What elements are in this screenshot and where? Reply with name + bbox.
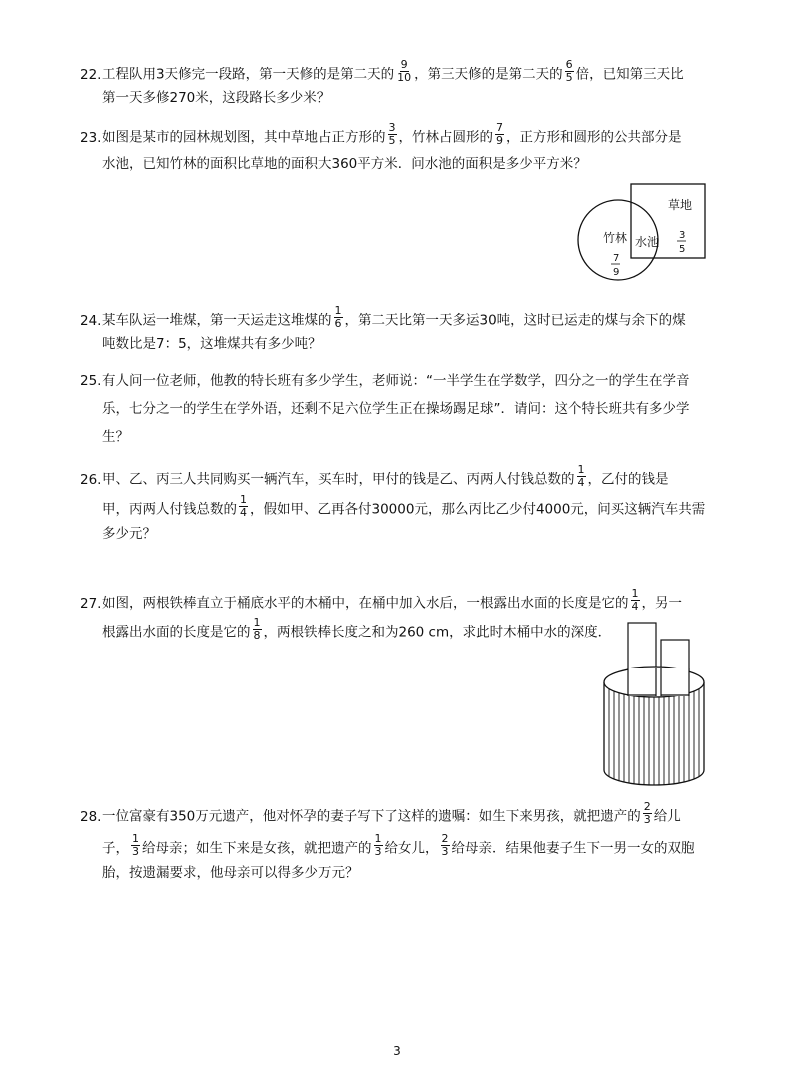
text: ，正方形和圆形的公共部分是 bbox=[506, 129, 682, 146]
circle-fraction-denominator: 9 bbox=[613, 267, 620, 278]
text: 根露出水面的长度是它的 bbox=[102, 624, 251, 641]
numerator: 1 bbox=[132, 832, 139, 845]
denominator: 4 bbox=[631, 600, 639, 613]
text: 子， bbox=[102, 840, 129, 857]
question-number: 25. bbox=[80, 373, 102, 389]
denominator: 5 bbox=[565, 71, 573, 84]
question-22-line-2: 第一天多修270米，这段路长多少米？ bbox=[102, 90, 331, 106]
text: 甲，丙两人付钱总数的 bbox=[102, 501, 237, 518]
numerator: 1 bbox=[334, 304, 342, 317]
question-28-line-1 bbox=[80, 800, 681, 829]
fraction bbox=[334, 305, 343, 330]
garden-plan-figure bbox=[578, 180, 712, 290]
grass-label: 草地 bbox=[668, 198, 693, 212]
denominator: 3 bbox=[374, 845, 382, 858]
question-28-line-2 bbox=[102, 832, 695, 861]
question-23-line-2: 水池，已知竹林的面积比草地的面积大360平方米．问水池的面积是多少平方米？ bbox=[102, 156, 587, 172]
denominator: 5 bbox=[388, 134, 396, 147]
question-number: 22. bbox=[80, 66, 102, 83]
text: 某车队运一堆煤，第一天运走这堆煤的 bbox=[102, 312, 332, 329]
numerator: 6 bbox=[565, 58, 573, 71]
square-fraction-numerator: 3 bbox=[679, 230, 686, 241]
text: ，另一 bbox=[641, 595, 682, 612]
text: 如图，两根铁棒直立于桶底水平的木桶中，在桶中加入水后，一根露出水面的长度是它的 bbox=[102, 595, 629, 612]
page-number: 3 bbox=[393, 1044, 401, 1058]
text: 给母亲．结果他妻子生下一男一女的双胞 bbox=[451, 840, 695, 857]
question-23-line-1 bbox=[80, 121, 682, 150]
fraction bbox=[239, 494, 248, 519]
denominator: 3 bbox=[643, 813, 651, 826]
fraction bbox=[577, 464, 586, 489]
text: 给儿 bbox=[653, 808, 681, 825]
rod-tall-inside bbox=[628, 668, 656, 696]
numerator: 2 bbox=[441, 832, 449, 845]
question-number: 28. bbox=[80, 808, 102, 825]
denominator: 10 bbox=[397, 71, 412, 84]
fraction bbox=[253, 617, 262, 642]
text: 甲、乙、丙三人共同购买一辆汽车，买车时，甲付的钱是乙、丙两人付钱总数的 bbox=[102, 471, 575, 488]
pool-label: 水池 bbox=[635, 235, 660, 249]
text: ，乙付的钱是 bbox=[587, 471, 669, 488]
denominator: 6 bbox=[334, 317, 342, 330]
question-24-line-1 bbox=[80, 304, 686, 333]
numerator: 1 bbox=[631, 587, 639, 600]
numerator: 1 bbox=[253, 616, 261, 629]
fraction bbox=[131, 833, 140, 858]
barrel-figure bbox=[600, 620, 710, 790]
text: 一位富豪有350万元遗产，他对怀孕的妻子写下了这样的遗嘱：如生下来男孩，就把遗产的 bbox=[102, 808, 641, 825]
numerator: 2 bbox=[643, 800, 651, 813]
question-number: 23. bbox=[80, 129, 102, 146]
fraction bbox=[495, 122, 504, 147]
question-28-line-3: 胎，按遗漏要求，他母亲可以得多少万元？ bbox=[102, 865, 359, 881]
numerator: 7 bbox=[496, 121, 503, 134]
text: ，假如甲、乙再各付30000元，那么丙比乙少付4000元，问买这辆汽车共需 bbox=[250, 501, 706, 518]
denominator: 8 bbox=[253, 629, 261, 642]
question-number: 26. bbox=[80, 471, 102, 488]
numerator: 1 bbox=[577, 463, 585, 476]
text: 有人问一位老师，他教的特长班有多少学生，老师说：“一半学生在学数学，四分之一的学生在学音 bbox=[102, 373, 690, 389]
text: 给母亲；如生下来是女孩，就把遗产的 bbox=[142, 840, 372, 857]
denominator: 4 bbox=[240, 506, 247, 519]
question-number: 27. bbox=[80, 595, 102, 612]
numerator: 3 bbox=[388, 121, 396, 134]
text: ，竹林占圆形的 bbox=[398, 129, 493, 146]
circle-fraction-numerator: 7 bbox=[613, 253, 620, 264]
fraction bbox=[388, 122, 397, 147]
question-number: 24. bbox=[80, 312, 102, 329]
rod-short-inside bbox=[661, 668, 689, 696]
text: ，第三天修的是第二天的 bbox=[414, 66, 563, 83]
question-26-line-1 bbox=[80, 463, 669, 492]
text: 倍，已知第三天比 bbox=[575, 66, 684, 83]
question-22-line-1 bbox=[80, 58, 684, 87]
text: ，两根铁棒长度之和为260 cm，求此时木桶中水的深度． bbox=[263, 624, 612, 641]
text: 给女儿， bbox=[384, 840, 439, 857]
text: 如图是某市的园林规划图，其中草地占正方形的 bbox=[102, 129, 386, 146]
fraction bbox=[643, 801, 652, 826]
fraction bbox=[396, 59, 412, 84]
numerator: 9 bbox=[400, 58, 408, 71]
question-27-line-2 bbox=[102, 616, 612, 645]
question-24-line-2: 吨数比是7：5，这堆煤共有多少吨？ bbox=[102, 336, 322, 352]
denominator: 9 bbox=[496, 134, 503, 147]
question-25-line-1 bbox=[80, 372, 690, 390]
text: 工程队用3天修完一段路，第一天修的是第二天的 bbox=[102, 66, 395, 83]
numerator: 1 bbox=[374, 832, 382, 845]
question-26-line-2 bbox=[102, 493, 706, 522]
fraction bbox=[565, 59, 574, 84]
denominator: 4 bbox=[577, 476, 585, 489]
question-25-line-2: 乐，七分之一的学生在学外语，还剩不足六位学生正在操场踢足球”．请问：这个特长班共有多少学 bbox=[102, 401, 690, 417]
fraction bbox=[631, 588, 640, 613]
numerator: 1 bbox=[240, 493, 247, 506]
bamboo-label: 竹林 bbox=[603, 231, 628, 245]
fraction bbox=[441, 833, 450, 858]
question-26-line-3: 多少元？ bbox=[102, 526, 156, 542]
square-fraction-denominator: 5 bbox=[679, 244, 686, 255]
fraction bbox=[374, 833, 383, 858]
question-25-line-3: 生？ bbox=[102, 429, 129, 445]
denominator: 3 bbox=[132, 845, 139, 858]
denominator: 3 bbox=[441, 845, 449, 858]
text: ，第二天比第一天多运30吨，这时已运走的煤与余下的煤 bbox=[344, 312, 686, 329]
question-27-line-1 bbox=[80, 587, 682, 616]
